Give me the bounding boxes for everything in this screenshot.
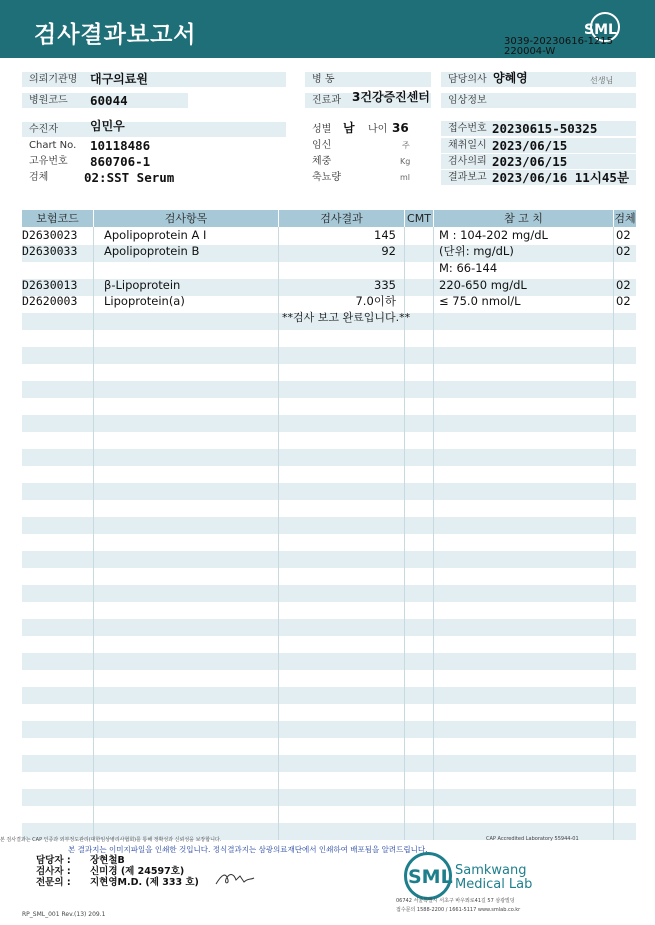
chart-no-value: 10118486: [90, 138, 151, 153]
patient-label: 수진자: [22, 122, 286, 137]
table-column-divider: [613, 227, 614, 840]
table-column-divider: [93, 227, 94, 840]
brand-name-line1: Samkwang: [455, 863, 527, 878]
institution-label: 의뢰기관명: [22, 72, 286, 87]
id-no-label: 고유번호: [29, 156, 68, 167]
table-stripe: [22, 585, 636, 602]
table-stripe: [22, 517, 636, 534]
brand-name-line2: Medical Lab: [455, 877, 533, 892]
report-title: 검사결과보고서: [34, 22, 197, 48]
dept-label: 진료과: [305, 93, 431, 108]
report-date-value: 2023/06/16 11시45분: [492, 170, 630, 185]
table-stripe: [22, 449, 636, 466]
pregnancy-unit: 주: [402, 141, 410, 150]
form-number: RP_SML_001 Rev.(13) 209.1: [22, 911, 106, 918]
col-header-cmt: CMT: [405, 210, 433, 227]
sml-logo-text: SML: [584, 22, 617, 38]
doctor-suffix: 선생님: [590, 76, 614, 85]
table-stripe: [22, 687, 636, 704]
table-stripe: [22, 721, 636, 738]
receipt-label: 접수번호: [441, 121, 636, 136]
sex-value: 남: [343, 121, 355, 135]
urine-unit: ml: [400, 173, 411, 182]
sex-label: 성별: [312, 124, 332, 135]
receipt-value: 20230615-50325: [492, 121, 598, 136]
table-stripe: [22, 619, 636, 636]
sig-tester-label: 검사자 :: [36, 866, 71, 877]
table-stripe: [22, 347, 636, 364]
age-label: 나이: [368, 124, 388, 135]
ward-label: 병 동: [305, 72, 431, 87]
hospital-code-value: 60044: [90, 93, 128, 108]
col-header-reference: 참 고 치: [434, 210, 613, 227]
id-no-value: 860706-1: [90, 154, 151, 169]
institution-value: 대구의료원: [90, 72, 148, 86]
col-header-item: 검사항목: [94, 210, 278, 227]
table-stripe: [22, 381, 636, 398]
table-stripe: [22, 653, 636, 670]
urine-label: 축뇨량: [312, 172, 341, 183]
doctor-value: 양혜영: [493, 71, 528, 85]
clinical-info-label: 임상정보: [441, 93, 636, 108]
sig-staff-label: 담당자 :: [36, 855, 71, 866]
report-date-label: 결과보고: [441, 170, 636, 185]
request-value: 2023/06/15: [492, 154, 568, 169]
patient-value: 임민우: [90, 119, 125, 133]
col-header-specimen: 검체: [614, 212, 636, 225]
print-notice: 본 결과지는 이미지파일을 인쇄한 것입니다. 정식결과지는 삼광의료재단에서 인쇄하여 배포됨을 알려드립니다.: [68, 845, 428, 854]
sml-brand-logo-text: SML: [408, 866, 453, 888]
sig-specialist-value: 지현영M.D. (제 333 호): [90, 877, 199, 888]
sig-tester-value: 신미경 (제 24597호): [90, 866, 185, 877]
sig-staff-value: 장현철B: [90, 855, 125, 866]
collect-label: 채취일시: [441, 138, 636, 153]
col-header-code: 보험코드: [22, 210, 93, 227]
table-stripe: [22, 551, 636, 568]
sig-specialist-label: 전문의 :: [36, 877, 71, 888]
table-stripe: [22, 483, 636, 500]
col-header-result: 검사결과: [279, 210, 404, 227]
specimen-value: 02:SST Serum: [84, 170, 175, 185]
specimen-label: 검체: [29, 172, 49, 183]
weight-label: 체중: [312, 156, 332, 167]
signature-icon: [214, 868, 256, 888]
report-id: 3039-20230616-1215 220004-W: [504, 36, 614, 57]
pregnancy-label: 임신: [312, 140, 332, 151]
age-value: 36: [392, 121, 409, 135]
doctor-label: 담당의사: [441, 72, 636, 87]
request-label: 검사의뢰: [441, 154, 636, 169]
table-column-divider: [278, 227, 279, 840]
dept-value: 3건강증진센터: [352, 90, 430, 104]
report-complete-note: **검사 보고 완료입니다.**: [282, 311, 411, 324]
weight-unit: Kg: [400, 157, 411, 166]
chart-no-label: Chart No.: [29, 140, 77, 151]
table-stripe: [22, 789, 636, 806]
brand-contact: 접수문의 1588-2200 / 1661-5117 www.smlab.co.kr: [396, 907, 521, 913]
table-stripe: [22, 415, 636, 432]
cap-fine-print: 본 검사결과는 CAP 인증과 외부정도관리(대한임상병리사협회)를 통해 정확성과 신뢰성을 보장합니다.: [0, 837, 222, 843]
brand-address: 06742 서울특별시 서초구 바우뫼로41길 57 삼광빌딩: [396, 898, 515, 904]
table-column-divider: [433, 227, 434, 840]
collect-value: 2023/06/15: [492, 138, 568, 153]
table-stripe: [22, 755, 636, 772]
hospital-code-label: 병원코드: [22, 93, 188, 108]
cap-accreditation: CAP Accredited Laboratory 55944-01: [486, 836, 579, 842]
